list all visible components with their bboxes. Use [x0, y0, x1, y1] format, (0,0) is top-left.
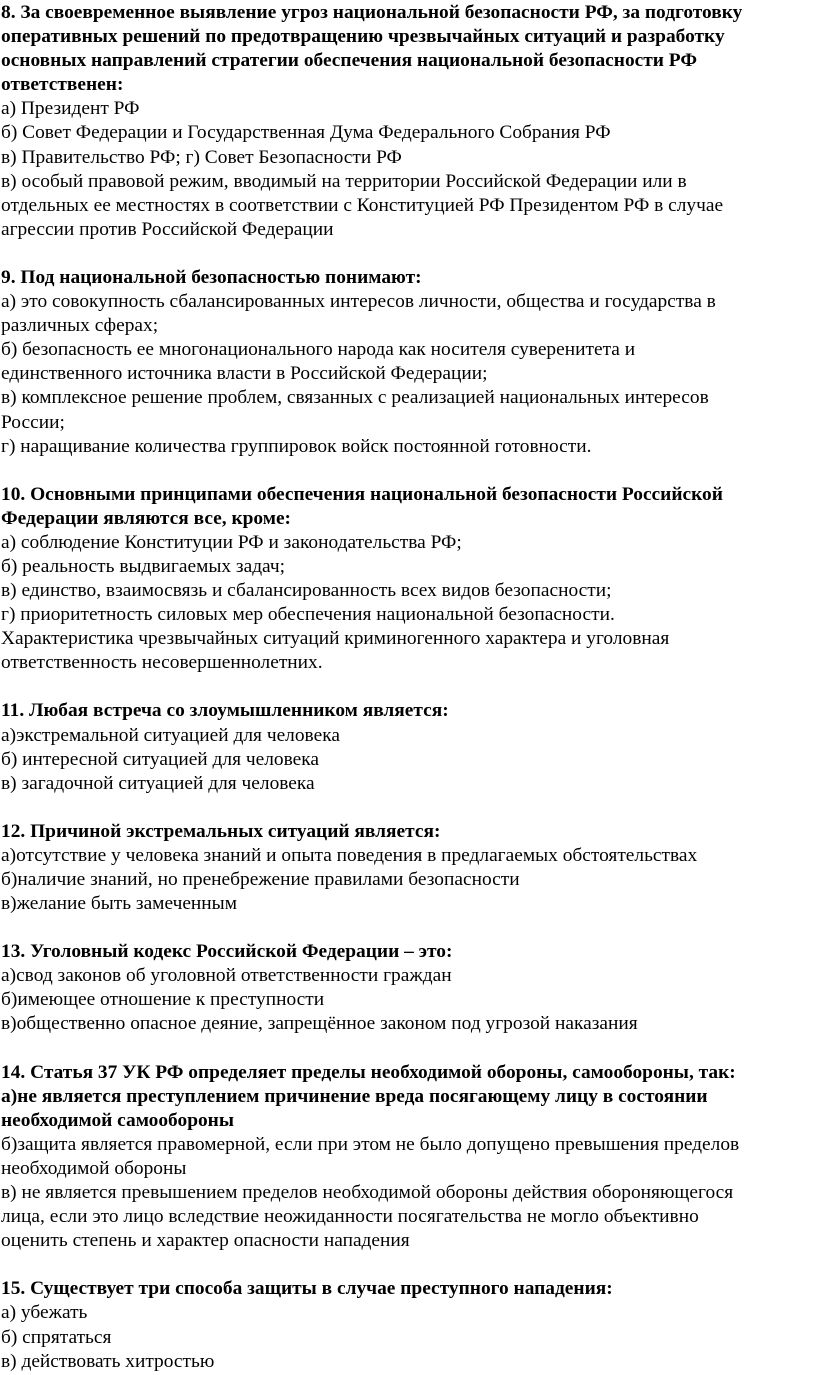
answer-option: в) особый правовой режим, вводимый на территории Российской Федерации или в [1, 170, 687, 192]
answer-option: а) убежать [1, 1302, 88, 1324]
question-block-12 [1, 820, 813, 916]
answer-option: различных сферах; [1, 315, 159, 337]
answer-option: а) это совокупность сбалансированных интересов личности, общества и государства в [1, 291, 716, 313]
answer-option: в) единство, взаимосвязь и сбалансированность всех видов безопасности; [1, 580, 612, 602]
question-text: 8. За своевременное выявление угроз национальной безопасности РФ, за подготовку [1, 2, 743, 23]
answer-option: а)экстремальной ситуацией для человека [1, 724, 340, 746]
question-text: Федерации являются все, кроме: [1, 507, 292, 529]
question-text: 14. Статья 37 УК РФ определяет пределы необходимой обороны, самообороны, так: [1, 1061, 736, 1083]
answer-option: г) наращивание количества группировок войск постоянной готовности. [1, 435, 592, 457]
answer-option: б)наличие знаний, но пренебрежение правилами безопасности [1, 869, 520, 890]
answer-option: в) Правительство РФ; г) Совет Безопасности РФ [1, 146, 402, 168]
answer-option: оценить степень и характер опасности нападения [1, 1230, 410, 1252]
question-block-14 [1, 1061, 813, 1254]
question-block-9 [1, 266, 813, 459]
question-block-8 [1, 1, 813, 242]
question-text: 15. Существует три способа защиты в случае преступного нападения: [1, 1278, 613, 1300]
question-text: основных направлений стратегии обеспечения национальной безопасности РФ [1, 50, 697, 72]
answer-option: б) реальность выдвигаемых задач; [1, 555, 286, 577]
answer-option: ответственность несовершеннолетних. [1, 652, 323, 674]
answer-option: а) Президент РФ [1, 98, 140, 120]
answer-option: в) действовать хитростью [1, 1350, 215, 1372]
answer-option: агрессии против Российской Федерации [1, 218, 334, 240]
question-block-15 [1, 1277, 813, 1373]
answer-option: единственного источника власти в Российской Федерации; [1, 363, 488, 385]
answer-option: а)отсутствие у человека знаний и опыта поведения в предлагаемых обстоятельствах [1, 844, 698, 866]
question-text: 10. Основными принципами обеспечения национальной безопасности Российской [1, 483, 723, 505]
question-text: оперативных решений по предотвращению чрезвычайных ситуаций и разработку [1, 26, 725, 48]
question-text: ответственен: [1, 74, 124, 96]
question-block-11 [1, 699, 813, 795]
question-text: 12. Причиной экстремальных ситуаций является: [1, 820, 441, 842]
answer-option: в) загадочной ситуацией для человека [1, 772, 315, 794]
answer-option: а) соблюдение Конституции РФ и законодательства РФ; [1, 531, 462, 553]
answer-option: б) спрятаться [1, 1326, 112, 1348]
answer-option: отдельных ее местностях в соответствии с Конституцией РФ Президентом РФ в случае [1, 194, 724, 216]
question-text: необходимой самообороны [1, 1109, 234, 1131]
answer-option: в)желание быть замеченным [1, 893, 237, 915]
answer-option: лица, если это лицо вследствие неожиданности посягательства не могло объективно [1, 1206, 699, 1228]
answer-option: необходимой обороны [1, 1157, 187, 1179]
answer-option: б) безопасность ее многонационального народа как носителя суверенитета и [1, 339, 636, 361]
question-text: 13. Уголовный кодекс Российской Федерации – это: [1, 941, 453, 963]
question-text: 9. Под национальной безопасностью понимают: [1, 266, 422, 288]
answer-option: б) Совет Федерации и Государственная Дума Федерального Собрания РФ [1, 122, 611, 144]
question-list [1, 1, 813, 1374]
answer-option: Характеристика чрезвычайных ситуаций криминогенного характера и уголовная [1, 628, 670, 650]
answer-option: б) интересной ситуацией для человека [1, 748, 319, 770]
answer-option: в)общественно опасное деяние, запрещённое законом под угрозой наказания [1, 1013, 638, 1035]
question-text: 11. Любая встреча со злоумышленником является: [1, 700, 449, 722]
answer-option: б)имеющее отношение к преступности [1, 989, 325, 1011]
answer-option: России; [1, 411, 65, 433]
question-text: а)не является преступлением причинение вреда посягающему лицу в состоянии [1, 1085, 708, 1107]
answer-option: б)защита является правомерной, если при этом не было допущено превышения пределов [1, 1133, 740, 1155]
answer-option: а)свод законов об уголовной ответственности граждан [1, 965, 452, 987]
answer-option: в) не является превышением пределов необходимой обороны действия обороняющегося [1, 1182, 734, 1204]
question-block-10 [1, 483, 813, 676]
question-block-13 [1, 940, 813, 1036]
answer-option: в) комплексное решение проблем, связанных с реализацией национальных интересов [1, 387, 709, 409]
answer-option: г) приоритетность силовых мер обеспечения национальной безопасности. [1, 604, 615, 626]
